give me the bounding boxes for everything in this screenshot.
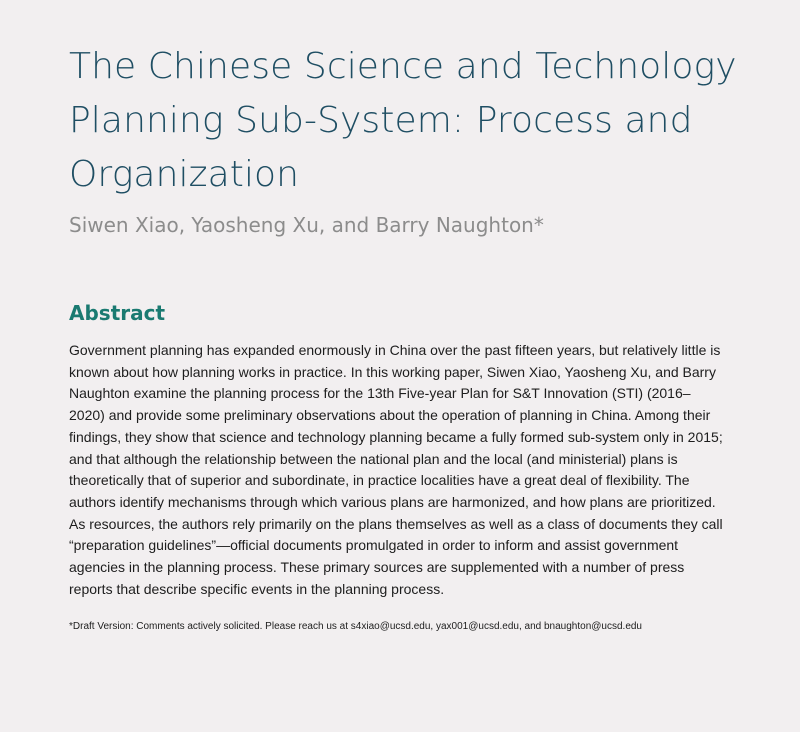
paper-page: [69, 40, 749, 634]
draft-footnote: *Draft Version: Comments actively solicited. Please reach us at s4xiao@ucsd.edu, yax001@ucsd.edu, and bnaughton@ucsd.edu: [69, 621, 642, 633]
abstract-body: Government planning has expanded enormously in China over the past fifteen years, but relatively little is known about how planning works in practice. In this working paper, Siwen Xiao, Yaosheng Xu, and Barry Naughton examine the planning process for the 13th Five-year Plan for S&T Innovation (STI) (2016–2020) and provide some preliminary observations about the operation of planning in China. Among their findings, they show that science and technology planning became a fully formed sub-system only in 2015; and that although the relationship between the national plan and the local (and ministerial) plans is theoretically that of superior and subordinate, in practice localities have a great deal of flexibility. The authors identify mechanisms through which various plans are harmonized, and how plans are prioritized. As resources, the authors rely primarily on the plans themselves as well as a class of documents they call “preparation guidelines”—official documents promulgated in order to inform and assist government agencies in the planning process. These primary sources are supplemented with a number of press reports that describe specific events in the planning process.: [69, 342, 723, 597]
abstract-heading: Abstract: [69, 301, 166, 325]
paper-title: The Chinese Science and Technology Planning Sub-System: Process and Organization: [69, 46, 737, 195]
paper-authors: Siwen Xiao, Yaosheng Xu, and Barry Naughton*: [69, 213, 544, 237]
